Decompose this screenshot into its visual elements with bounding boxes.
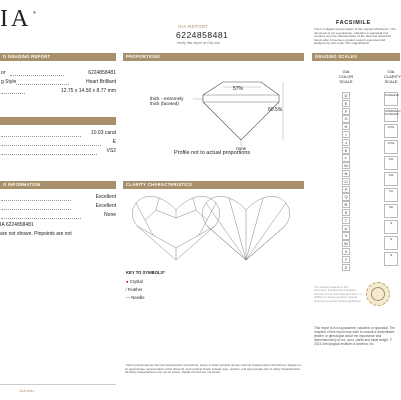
color-scale-cell: D: [342, 92, 350, 99]
leader-dots: [16, 84, 69, 85]
clarity-scale-cell: VS1: [384, 156, 398, 170]
leader-dots: [1, 200, 71, 201]
header-disclaimer: This is a digital representation of the original GIA Report. This document is not a guarantee, valuation or appraisal and contains only the characteristics of the diamond described herein after it has been graded, tested, examined and analyzed by GIA under 10X magnification.: [314, 27, 396, 46]
report-number-label: or: [1, 70, 6, 76]
leader-dots: [1, 209, 71, 210]
color-scale-cell: K: [342, 147, 350, 154]
comments-note: are not shown. Pinpoints are not: [0, 231, 72, 237]
symbol-label: Feather: [127, 287, 143, 292]
symbol-needle: [126, 295, 145, 300]
needle-icon: —: [126, 295, 131, 300]
heart-pavilion-view: [202, 196, 290, 260]
feather-icon: ⁄: [126, 287, 127, 292]
clarity-plot-diagram: [123, 190, 304, 270]
clarity-scale-cell: I3: [384, 252, 398, 266]
color-scale-cell: P: [342, 186, 350, 193]
symbol-label: Crystal: [129, 279, 143, 284]
color-scale-cell: H: [342, 123, 350, 130]
color-scale-cell: E: [342, 100, 350, 107]
color-scale-cell: Q: [342, 193, 350, 200]
depth-pct: 60.5%: [268, 107, 283, 113]
seal-inner: [371, 287, 385, 301]
clarity-scale-cell: INTERNALLY FLAWLESS: [384, 108, 398, 122]
color-scale-cell: V: [342, 232, 350, 239]
symmetry-value: Excellent: [95, 203, 116, 209]
security-note: The security features in this document, including the hologram, security screen and microprint lines, in addition to those not listed, exceed document security industry guidelines.: [314, 285, 362, 303]
color-scale-cell: N: [342, 170, 350, 177]
report-label: GIA REPORT: [178, 24, 209, 29]
registered-mark: ®: [33, 10, 36, 15]
color-scale-cell: X: [342, 248, 350, 255]
color-scale-cell: S: [342, 209, 350, 216]
grading-scales-bar: GRADING SCALES: [312, 53, 400, 61]
clarity-scale-cell: I1: [384, 220, 398, 234]
color-scale-cell: T: [342, 217, 350, 224]
girdle-label: thick - extremely thick (faceted): [150, 96, 184, 107]
color-scale-cell: R: [342, 201, 350, 208]
color-scale-cell: Z: [342, 264, 350, 271]
color-scale-cell: I: [342, 131, 350, 138]
carat-weight-value: 10.03 carat: [90, 130, 116, 136]
polish-value: Excellent: [95, 194, 116, 200]
shape-label: g Style: [1, 79, 17, 85]
proportions-caption: Profile not to actual proportions: [174, 150, 251, 156]
gia-logo: IA: [0, 6, 32, 32]
fluorescence-value: None: [104, 212, 116, 218]
clarity-scale-cell: VVS1: [384, 124, 398, 138]
culet-label: none: [236, 146, 247, 151]
verify-link[interactable]: Verify this report at GIA.edu: [177, 41, 220, 45]
clarity-footnote: * Red symbols denote internal characteristics (inclusions). Green or black symbols denote external characteristics (blemishes). Diagram is an approximate representation of the diamond, and symbols shown indicate type, position, and approximate size of clarity characteristics. All clarity characteristics may not be shown. Details of finish are not shown.: [125, 363, 302, 375]
color-grade-value: E: [112, 139, 116, 145]
color-scale-cell: W: [342, 240, 350, 247]
inscription-value: IA 6224858481: [0, 222, 34, 228]
leader-dots: [1, 93, 25, 94]
leader-dots: [1, 154, 97, 155]
report-number-value: 6224858481: [88, 70, 116, 76]
symbol-label: Needle: [131, 295, 145, 300]
clarity-scale-cell: SI2: [384, 204, 398, 218]
clarity-scale-cell: VVS2: [384, 140, 398, 154]
leader-dots: [1, 218, 81, 219]
clarity-scale-cell: I2: [384, 236, 398, 250]
report-number: 6224858481: [176, 30, 229, 40]
report-notice: This report is not a guarantee, valuation or appraisal. The recipient of this report may wish to consult a credentialed jeweler or gemologist about the importance and interrelationship of cut, color, clarity and carat weight. © 2023 Gemological Institute of America, Inc.: [314, 326, 395, 346]
grading-results-bar: [0, 117, 116, 125]
color-scale-cell: O: [342, 178, 350, 185]
color-scale-cell: U: [342, 225, 350, 232]
footer-site-link[interactable]: GIA.edu: [19, 388, 34, 393]
color-scale-cell: Y: [342, 256, 350, 263]
color-scale-cell: G: [342, 115, 350, 122]
symbol-crystal: [126, 279, 143, 284]
clarity-scale-cell: SI1: [384, 188, 398, 202]
leader-dots: [1, 145, 101, 146]
heart-crown-view: [132, 196, 220, 260]
grading-report-bar: D GRADING REPORT: [0, 53, 116, 61]
measurements-value: 12.75 x 14.50 x 8.77 mm: [60, 88, 116, 94]
additional-info-bar: G INFORMATION: [0, 181, 116, 189]
key-to-symbols-title: KEY TO SYMBOLS*: [126, 270, 165, 275]
clarity-scale-cell: FLAWLESS: [384, 92, 398, 106]
clarity-grade-value: VS2: [106, 148, 116, 154]
left-panel-divider: [0, 384, 116, 385]
clarity-scale-cell: VS2: [384, 172, 398, 186]
color-scale-cell: J: [342, 139, 350, 146]
table-pct: 57%: [233, 86, 244, 92]
leader-dots: [1, 136, 81, 137]
shape-value: Heart Brilliant: [85, 79, 116, 85]
symbol-feather: [126, 287, 142, 292]
color-scale-cell: F: [342, 108, 350, 115]
clarity-scale-heading: GIA CLARITY SCALE: [384, 69, 401, 85]
color-scale-heading: GIA COLOR SCALE: [339, 69, 354, 85]
proportions-bar: PROPORTIONS: [123, 53, 304, 61]
color-scale-cell: M: [342, 162, 350, 169]
crystal-icon: ●: [126, 279, 129, 284]
clarity-bar: CLARITY CHARACTERISTICS: [123, 181, 304, 189]
leader-dots: [10, 75, 64, 76]
facsimile-label: FACSIMILE: [336, 20, 371, 26]
color-scale-cell: L: [342, 154, 350, 161]
